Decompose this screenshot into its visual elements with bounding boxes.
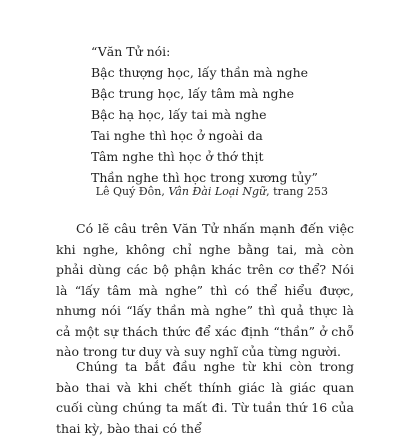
body-text-continued xyxy=(56,357,354,445)
quote-line: Thần nghe thì học trong xương tủy” xyxy=(91,170,318,185)
quote-line: Bậc thượng học, lấy thần mà nghe xyxy=(91,65,309,80)
quote-line: Tâm nghe thì học ở thớ thịt xyxy=(91,149,264,164)
quote-line: Bậc hạ học, lấy tai mà nghe xyxy=(91,107,267,122)
quote-line: “Văn Tử nói: xyxy=(91,44,171,59)
quote-line: Tai nghe thì học ở ngoài da xyxy=(91,128,263,143)
body-text xyxy=(56,219,354,369)
attribution-work-title: Vân Đài Loại Ngữ xyxy=(168,185,267,198)
attribution-page: , trang 253 xyxy=(266,185,328,198)
quote-attribution xyxy=(96,184,328,200)
epigraph-quote xyxy=(91,41,371,188)
paragraph: Có lẽ câu trên Văn Tử nhấn mạnh đến việc khi nghe, không chỉ nghe bằng tai, mà còn phải dùng các bộ phận khác trên cơ thể? Nói là “lấy tâm mà nghe” thì có thể hiểu được, nhưng nói “lấy thần mà nghe” thì quả thực là cả một sự thách thức để xác định “thần” ở chỗ nào trong tư duy và suy nghĩ của từng người. xyxy=(56,221,354,359)
attribution-author: Lê Quý Đôn, xyxy=(95,185,169,198)
paragraph: Chúng ta bắt đầu nghe từ khi còn trong bào thai và khi chết thính giác là giác quan cuối cùng chúng ta mất đi. Từ tuần thứ 16 của thai kỳ, bào thai có thể xyxy=(56,359,354,436)
quote-line: Bậc trung học, lấy tâm mà nghe xyxy=(91,86,294,101)
